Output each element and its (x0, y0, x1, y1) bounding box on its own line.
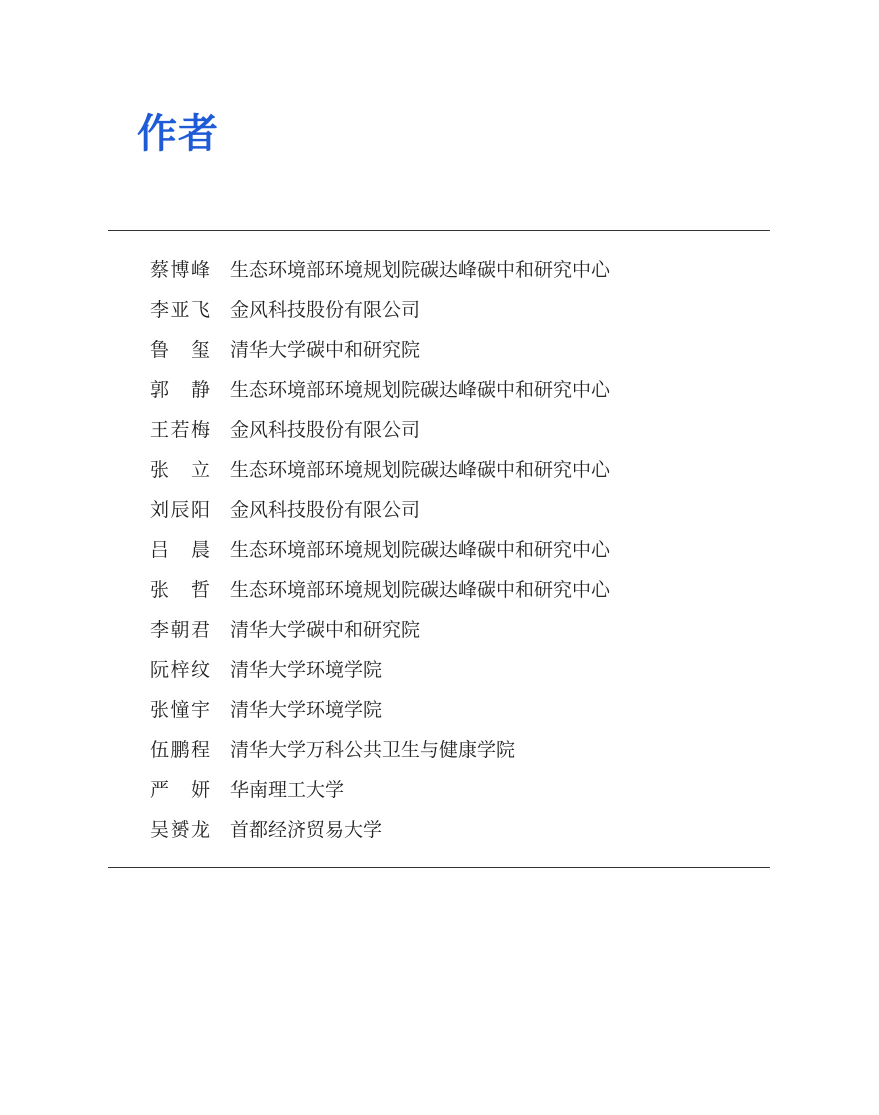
list-item (150, 328, 750, 368)
author-affiliation: 华南理工大学 (230, 778, 345, 801)
author-affiliation: 清华大学万科公共卫生与健康学院 (230, 738, 516, 761)
author-affiliation: 生态环境部环境规划院碳达峰碳中和研究中心 (230, 578, 611, 601)
author-name: 李 亚 飞 (150, 298, 210, 321)
author-name: 张 立 (150, 458, 210, 481)
list-item (150, 368, 750, 408)
author-name: 蔡 博 峰 (150, 258, 210, 281)
author-name: 刘 辰 阳 (150, 498, 210, 521)
author-name: 王 若 梅 (150, 418, 210, 441)
list-item (150, 408, 750, 448)
author-affiliation: 生态环境部环境规划院碳达峰碳中和研究中心 (230, 378, 611, 401)
author-name: 严 妍 (150, 778, 210, 801)
author-name: 李 朝 君 (150, 618, 210, 641)
top-divider (108, 230, 770, 231)
author-affiliation: 首都经济贸易大学 (230, 818, 383, 841)
list-item (150, 568, 750, 608)
list-item (150, 248, 750, 288)
author-affiliation: 金风科技股份有限公司 (230, 498, 421, 521)
author-name: 鲁 玺 (150, 338, 210, 361)
author-name: 张 憧 宇 (150, 698, 210, 721)
author-list (150, 248, 750, 848)
bottom-divider (108, 867, 770, 868)
list-item (150, 488, 750, 528)
list-item (150, 768, 750, 808)
list-item (150, 808, 750, 848)
author-name: 吴 赟 龙 (150, 818, 210, 841)
list-item (150, 608, 750, 648)
author-name: 阮 梓 纹 (150, 658, 210, 681)
author-name: 张 哲 (150, 578, 210, 601)
author-affiliation: 清华大学环境学院 (230, 698, 383, 721)
author-affiliation: 生态环境部环境规划院碳达峰碳中和研究中心 (230, 258, 611, 281)
list-item (150, 288, 750, 328)
author-affiliation: 金风科技股份有限公司 (230, 298, 421, 321)
author-name: 吕 晨 (150, 538, 210, 561)
author-affiliation: 清华大学碳中和研究院 (230, 618, 421, 641)
author-affiliation: 金风科技股份有限公司 (230, 418, 421, 441)
author-affiliation: 清华大学碳中和研究院 (230, 338, 421, 361)
author-name: 伍 鹏 程 (150, 738, 210, 761)
list-item (150, 688, 750, 728)
author-affiliation: 清华大学环境学院 (230, 658, 383, 681)
author-affiliation: 生态环境部环境规划院碳达峰碳中和研究中心 (230, 538, 611, 561)
list-item (150, 448, 750, 488)
page-title: 作者 (137, 111, 219, 157)
list-item (150, 528, 750, 568)
list-item (150, 648, 750, 688)
list-item (150, 728, 750, 768)
author-affiliation: 生态环境部环境规划院碳达峰碳中和研究中心 (230, 458, 611, 481)
author-name: 郭 静 (150, 378, 210, 401)
